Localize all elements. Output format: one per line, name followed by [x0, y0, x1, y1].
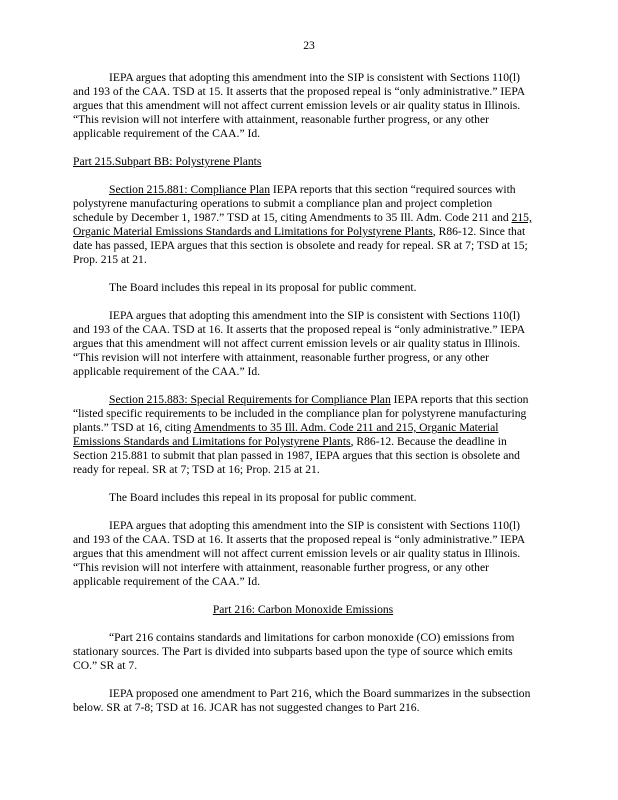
subpart-bb-heading: Part 215.Subpart BB: Polystyrene Plants: [73, 155, 262, 168]
section-215-881-citation: 215, Organic Material Emissions Standards and Limitations for Polystyrene Plants: [73, 211, 532, 238]
section-215-883-text-2: , R86-12. Because the deadline in Section 215.881 to submit that plan passed in 1987, IEPA argues that this section is obsolete and ready for repeal. SR at 7; TSD at 16; Prop. 215 at 21.: [73, 435, 520, 476]
board-includes-repeal-2: The Board includes this repeal in its proposal for public comment.: [109, 491, 417, 504]
section-215-883-text-1: IEPA reports that this section “listed specific requirements to be included in the compliance plan for polystyrene manufacturing plants.” TSD at 16, citing: [73, 393, 529, 434]
paragraph-sip-consistency-3: IEPA argues that adopting this amendment into the SIP is consistent with Sections 110(l) and 193 of the CAA. TSD at 16. It asserts that the proposed repeal is “only administrative.” IEPA argues that this amendment will not affect current emission levels or air quality status in Illinois. “This revision will not interfere with attainment, reasonable further progress, or any other applicable requirement of the CAA.” Id.: [73, 519, 525, 588]
section-215-881-title: Section 215.881: Compliance Plan: [109, 183, 271, 196]
section-215-881-text-2: , R86-12. Since that date has passed, IEPA argues that this section is obsolete and ready for repeal. SR at 7; TSD at 15; Prop. 215 at 21.: [73, 225, 528, 266]
paragraph-sip-consistency-2: IEPA argues that adopting this amendment into the SIP is consistent with Sections 110(l) and 193 of the CAA. TSD at 16. It asserts that the proposed repeal is “only administrative.” IEPA argues that this amendment will not affect current emission levels or air quality status in Illinois. “This revision will not interfere with attainment, reasonable further progress, or any other applicable requirement of the CAA.” Id.: [73, 309, 525, 378]
part-216-heading: Part 216: Carbon Monoxide Emissions: [212, 603, 394, 616]
page-number: 23: [303, 39, 315, 52]
section-215-881-paragraph: [73, 183, 533, 267]
paragraph-sip-consistency-1: IEPA argues that adopting this amendment into the SIP is consistent with Sections 110(l) and 193 of the CAA. TSD at 15. It asserts that the proposed repeal is “only administrative.” IEPA argues that this amendment will not affect current emission levels or air quality status in Illinois. “This revision will not interfere with attainment, reasonable further progress, or any other applicable requirement of the CAA.” Id.: [73, 71, 525, 140]
part-216-description: “Part 216 contains standards and limitations for carbon monoxide (CO) emissions from stationary sources. The Part is divided into subparts based upon the type of source which emits CO.” SR at 7.: [73, 631, 515, 672]
section-215-883-paragraph: [73, 393, 533, 477]
part-216-amendment-summary: IEPA proposed one amendment to Part 216, which the Board summarizes in the subsection below. SR at 7-8; TSD at 16. JCAR has not suggested changes to Part 216.: [73, 687, 531, 714]
board-includes-repeal-1: The Board includes this repeal in its proposal for public comment.: [109, 281, 417, 294]
section-215-883-title: Section 215.883: Special Requirements for Compliance Plan: [109, 393, 391, 406]
section-215-881-text-1: IEPA reports that this section “required sources with polystyrene manufacturing operations to submit a compliance plan and project completion schedule by December 1, 1987.” TSD at 15, citing Amendments to 35 Ill. Adm. Code 211 and: [73, 183, 516, 224]
section-215-883-citation: Amendments to 35 Ill. Adm. Code 211 and 215, Organic Material Emissions Standards and Limitations for Polystyrene Plants: [73, 421, 499, 448]
document-body: [73, 71, 533, 729]
